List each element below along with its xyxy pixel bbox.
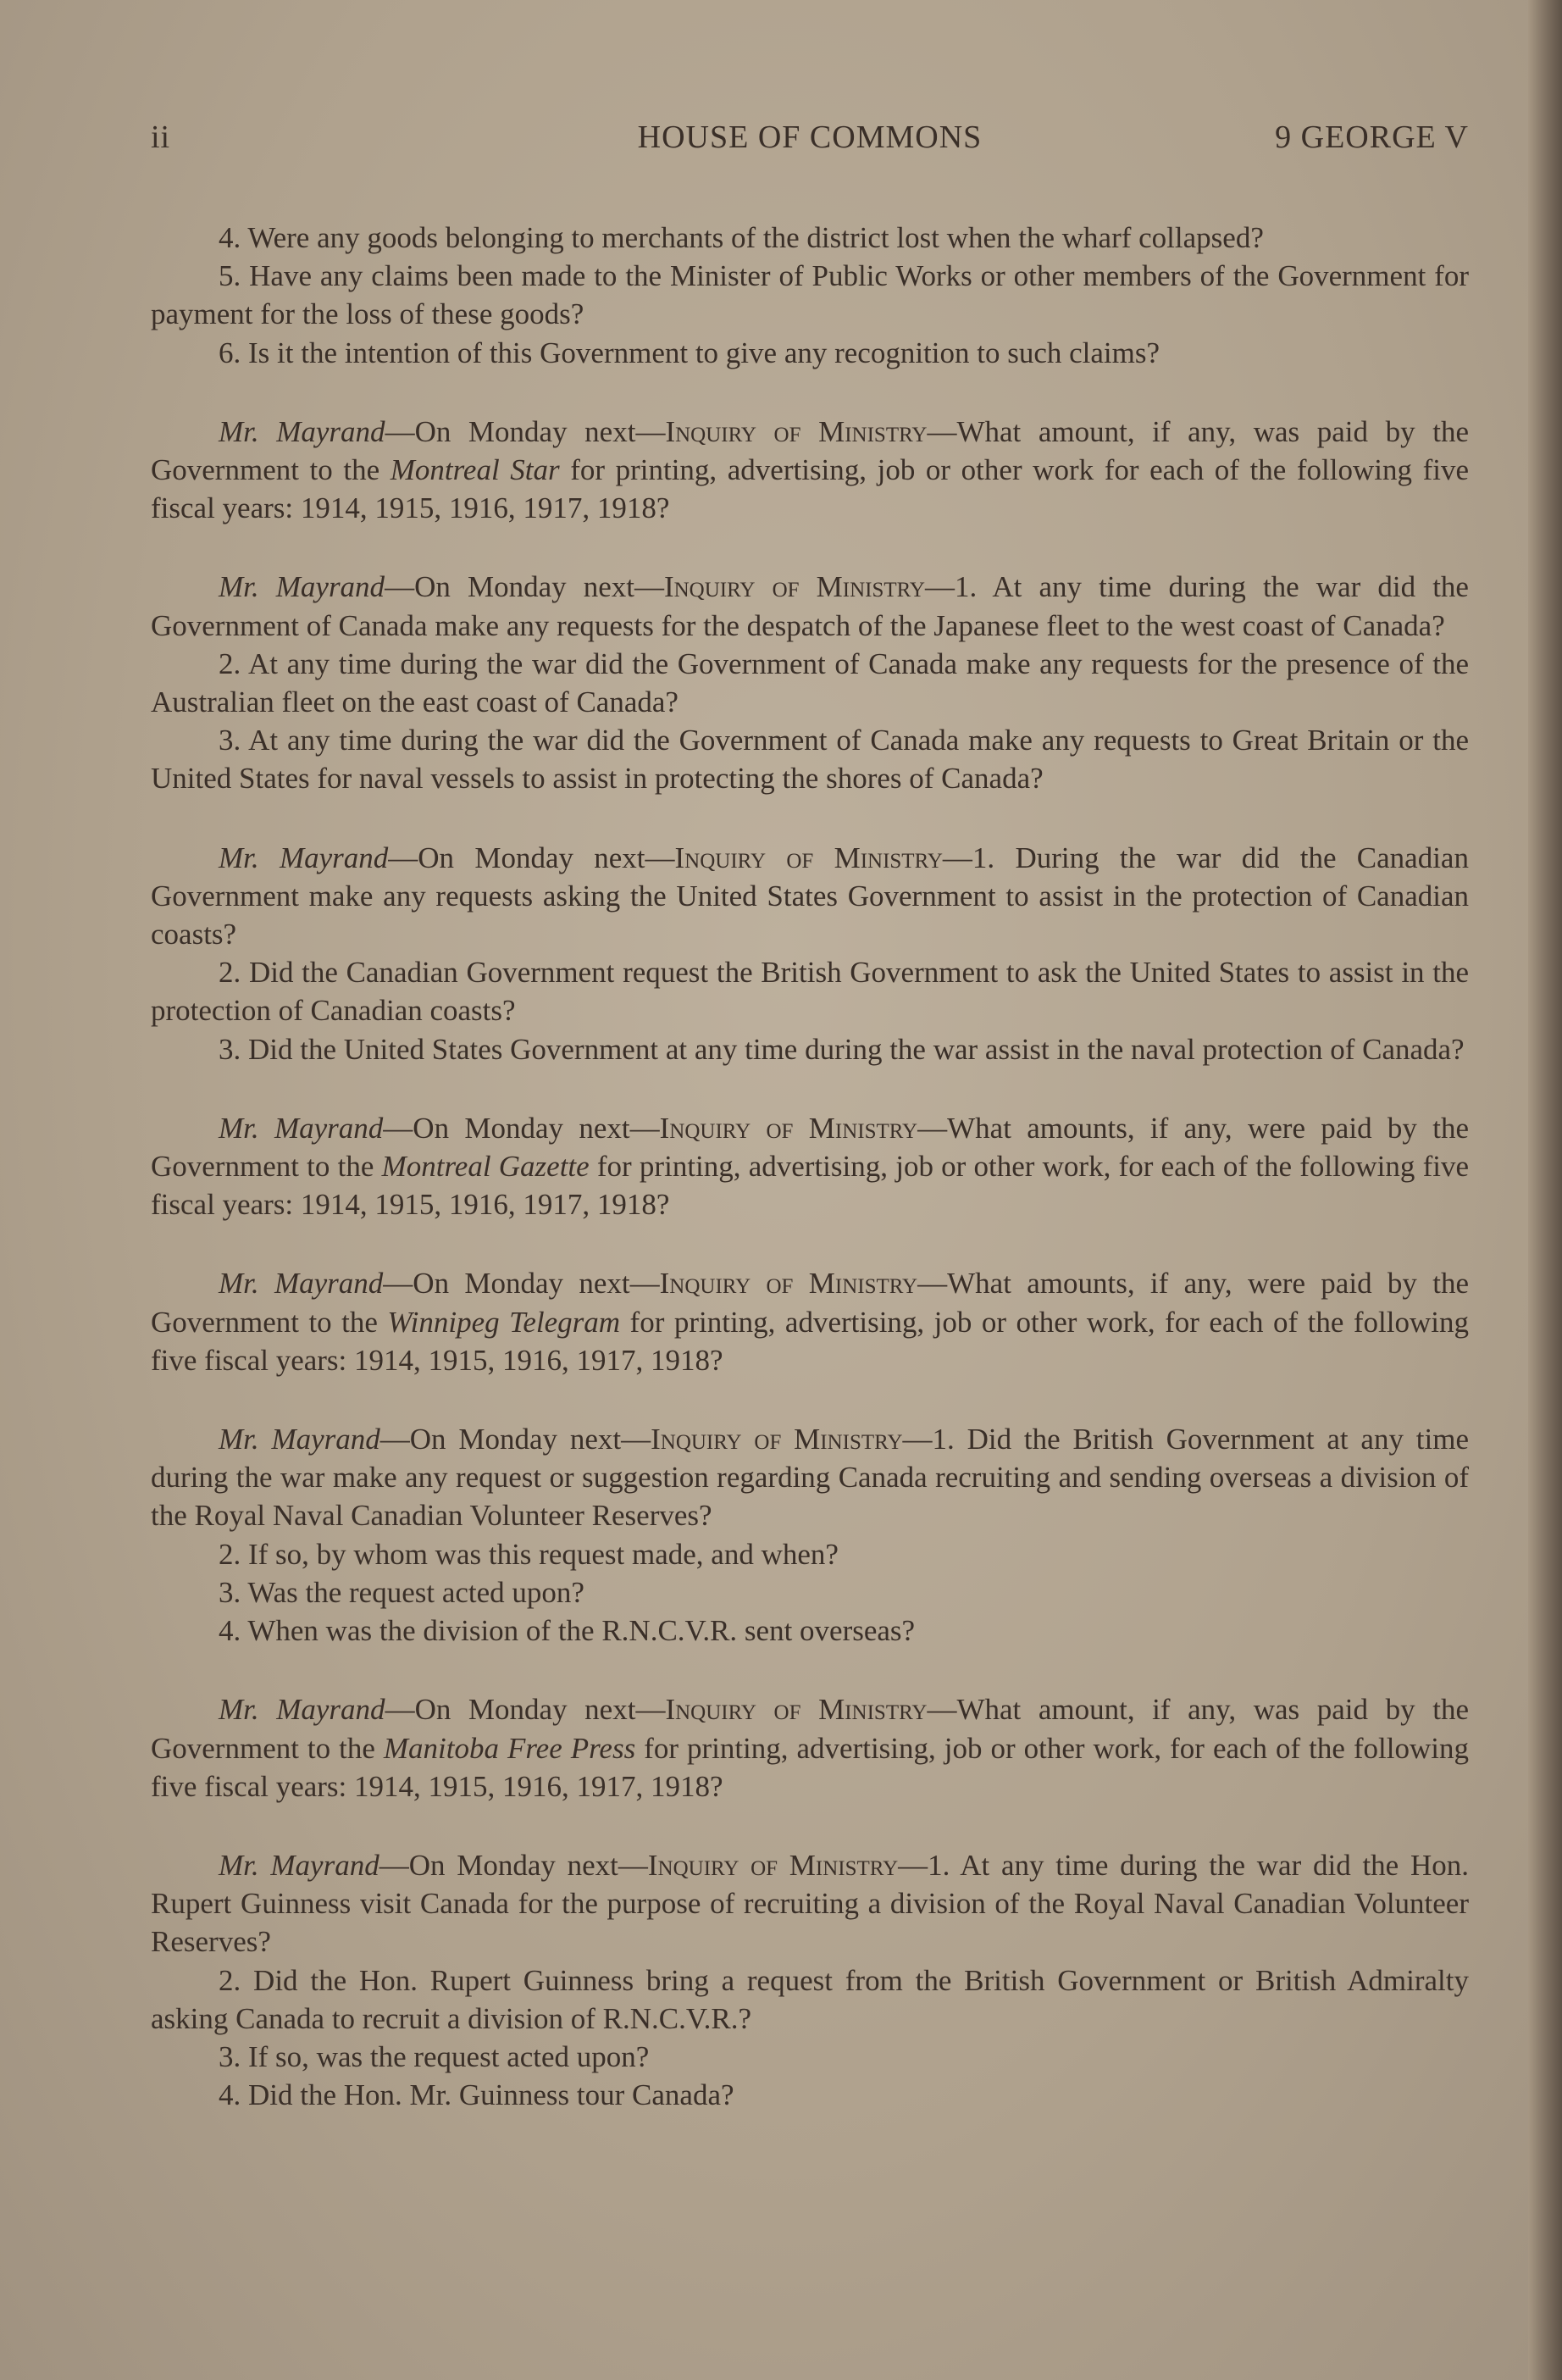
inquiry-label: Inquiry of Ministry — [659, 1267, 918, 1301]
question-intro: Mr. Mayrand—On Monday next—Inquiry of Ministry—What amount, if any, was paid by the Government to the Montreal Star for printing, advertising, job or other work for each of the following five fiscal years: 1914, 1915, 1916, 1917, 1918? — [151, 414, 1469, 525]
question-item: 2. Did the Canadian Government request the British Government to ask the United States to assist in the protection of Canadian coasts? — [151, 956, 1469, 1028]
question-block — [151, 413, 1469, 528]
section-gap — [151, 798, 1469, 839]
question-intro: Mr. Mayrand—On Monday next—Inquiry of Ministry—1. Did the British Government at any time during the war make any request or suggestion regarding Canada recruiting and sending overseas a division of the Royal Naval Canadian Volunteer Reserves? — [151, 1423, 1469, 1533]
question-item: 2. Did the Hon. Rupert Guinness bring a request from the British Government or British Admiralty asking Canada to recruit a division of R.N.C.V.R.? — [151, 1963, 1469, 2035]
question-text: What amounts, if any, were paid by the Government to the — [151, 1111, 1469, 1184]
question-date: On Monday next — [413, 1267, 630, 1301]
question-text: for printing, advertising, job or other work, for each of the following five fiscal years: 1914, 1915, 1916, 1917, 1918? — [151, 1731, 1469, 1803]
newspaper-name: Montreal Gazette — [381, 1150, 590, 1184]
member-name: Mr. Mayrand — [219, 1848, 379, 1882]
question-date: On Monday next — [414, 414, 636, 448]
regnal-year: 9 GEORGE V — [1275, 119, 1469, 155]
book-spine-shadow — [1528, 0, 1562, 2380]
member-name: Mr. Mayrand — [219, 1111, 384, 1145]
section-gap — [151, 1223, 1469, 1264]
question-block — [151, 839, 1469, 1068]
question-date: On Monday next — [414, 1693, 636, 1727]
inquiry-label: Inquiry of Ministry — [651, 1423, 903, 1456]
question-text: for printing, advertising, job or other work, for each of the following five fiscal years: 1914, 1915, 1916, 1917, 1918? — [151, 1305, 1469, 1377]
question-item: 3. If so, was the request acted upon? — [219, 2039, 650, 2073]
question-item: 4. When was the division of the R.N.C.V.R. sent overseas? — [219, 1614, 916, 1648]
question-text: 1. During the war did the Canadian Government make any requests asking the United States Government to assist in the protection of Canadian coasts? — [151, 840, 1469, 951]
question-date: On Monday next — [408, 1848, 618, 1882]
question-text: What amounts, if any, were paid by the Government to the — [151, 1267, 1469, 1339]
newspaper-name: Winnipeg Telegram — [387, 1305, 621, 1339]
question-item: 3. Did the United States Government at any time during the war assist in the naval protection of Canada? — [219, 1032, 1465, 1066]
question-date: On Monday next — [413, 1111, 630, 1145]
question-intro: Mr. Mayrand—On Monday next—Inquiry of Ministry—What amounts, if any, were paid by the Government to the Montreal Gazette for printing, advertising, job or other work, for each of the following five fiscal years: 1914, 1915, 1916, 1917, 1918? — [151, 1111, 1469, 1222]
page-number: ii — [151, 119, 171, 155]
question-item: 2. If so, by whom was this request made, and when? — [219, 1537, 839, 1571]
member-name: Mr. Mayrand — [219, 414, 385, 448]
section-gap — [151, 1379, 1469, 1420]
question-intro: Mr. Mayrand—On Monday next—Inquiry of Ministry—1. During the war did the Canadian Government make any requests asking the United States Government to assist in the protection of Canadian coasts? — [151, 840, 1469, 951]
question-text: 1. At any time during the war did the Hon. Rupert Guinness visit Canada for the purpose of recruiting a division of the Royal Naval Canadian Volunteer Reserves? — [151, 1848, 1469, 1959]
question-text: for printing, advertising, job or other work for each of the following five fiscal years: 1914, 1915, 1916, 1917, 1918? — [151, 453, 1469, 525]
document-page — [151, 119, 1469, 2114]
member-name: Mr. Mayrand — [219, 1267, 384, 1301]
inquiry-label: Inquiry of Ministry — [665, 414, 928, 448]
member-name: Mr. Mayrand — [219, 1423, 380, 1456]
inquiry-label: Inquiry of Ministry — [659, 1111, 918, 1145]
member-name: Mr. Mayrand — [219, 840, 389, 874]
questions-body — [151, 219, 1469, 2114]
question-date: On Monday next — [409, 1423, 622, 1456]
question-block — [151, 568, 1469, 797]
inquiry-label: Inquiry of Ministry — [647, 1848, 899, 1882]
question-block — [151, 1264, 1469, 1379]
section-gap — [151, 1806, 1469, 1846]
question-text: 1. At any time during the war did the Government of Canada make any requests for the despatch of the Japanese fleet to the west coast of Canada? — [151, 570, 1469, 642]
question-block — [151, 1690, 1469, 1806]
section-gap — [151, 527, 1469, 568]
question-text: for printing, advertising, job or other work, for each of the following five fiscal years: 1914, 1915, 1916, 1917, 1918? — [151, 1150, 1469, 1222]
section-gap — [151, 1068, 1469, 1109]
question-date: On Monday next — [414, 570, 634, 604]
question-item: 3. At any time during the war did the Government of Canada make any requests to Great Britain or the United States for naval vessels to assist in protecting the shores of Canada? — [151, 724, 1469, 796]
question-intro: Mr. Mayrand—On Monday next—Inquiry of Ministry—1. At any time during the war did the Hon. Rupert Guinness visit Canada for the purpose of recruiting a division of the Royal Naval Canadian Volunteer Reserves? — [151, 1848, 1469, 1959]
newspaper-name: Montreal Star — [390, 453, 560, 487]
question-item: 4. Were any goods belonging to merchants of the district lost when the wharf collapsed? — [219, 221, 1264, 254]
inquiry-label: Inquiry of Ministry — [674, 840, 943, 874]
member-name: Mr. Mayrand — [219, 570, 385, 604]
question-date: On Monday next — [418, 840, 645, 874]
question-intro: Mr. Mayrand—On Monday next—Inquiry of Ministry—What amounts, if any, were paid by the Government to the Winnipeg Telegram for printing, advertising, job or other work, for each of the following five fiscal years: 1914, 1915, 1916, 1917, 1918? — [151, 1267, 1469, 1377]
page-header — [151, 119, 1469, 169]
inquiry-label: Inquiry of Ministry — [665, 1693, 928, 1727]
question-intro: Mr. Mayrand—On Monday next—Inquiry of Ministry—What amount, if any, was paid by the Government to the Manitoba Free Press for printing, advertising, job or other work, for each of the following five fiscal years: 1914, 1915, 1916, 1917, 1918? — [151, 1693, 1469, 1803]
question-item: 5. Have any claims been made to the Minister of Public Works or other members of the Government for payment for the loss of these goods? — [151, 259, 1469, 331]
inquiry-label: Inquiry of Ministry — [663, 570, 925, 604]
question-item: 2. At any time during the war did the Government of Canada make any requests for the presence of the Australian fleet on the east coast of Canada? — [151, 646, 1469, 719]
question-item: 3. Was the request acted upon? — [219, 1575, 584, 1609]
question-text: 1. Did the British Government at any time during the war make any request or suggestion regarding Canada recruiting and sending overseas a division of the Royal Naval Canadian Volunteer Reserves? — [151, 1423, 1469, 1533]
question-item: 4. Did the Hon. Mr. Guinness tour Canada? — [219, 2078, 734, 2112]
question-item: 6. Is it the intention of this Government to give any recognition to such claims? — [219, 336, 1160, 369]
question-intro: Mr. Mayrand—On Monday next—Inquiry of Ministry—1. At any time during the war did the Government of Canada make any requests for the despatch of the Japanese fleet to the west coast of Canada? — [151, 570, 1469, 642]
question-block — [151, 1420, 1469, 1650]
newspaper-name: Manitoba Free Press — [383, 1731, 636, 1765]
question-text: What amount, if any, was paid by the Government to the — [151, 414, 1469, 487]
section-gap — [151, 1650, 1469, 1690]
running-title: HOUSE OF COMMONS — [637, 119, 983, 155]
question-block — [151, 1109, 1469, 1224]
question-text: What amount, if any, was paid by the Government to the — [151, 1693, 1469, 1765]
question-block — [151, 219, 1469, 372]
member-name: Mr. Mayrand — [219, 1693, 385, 1727]
question-block — [151, 1846, 1469, 2114]
section-gap — [151, 372, 1469, 413]
